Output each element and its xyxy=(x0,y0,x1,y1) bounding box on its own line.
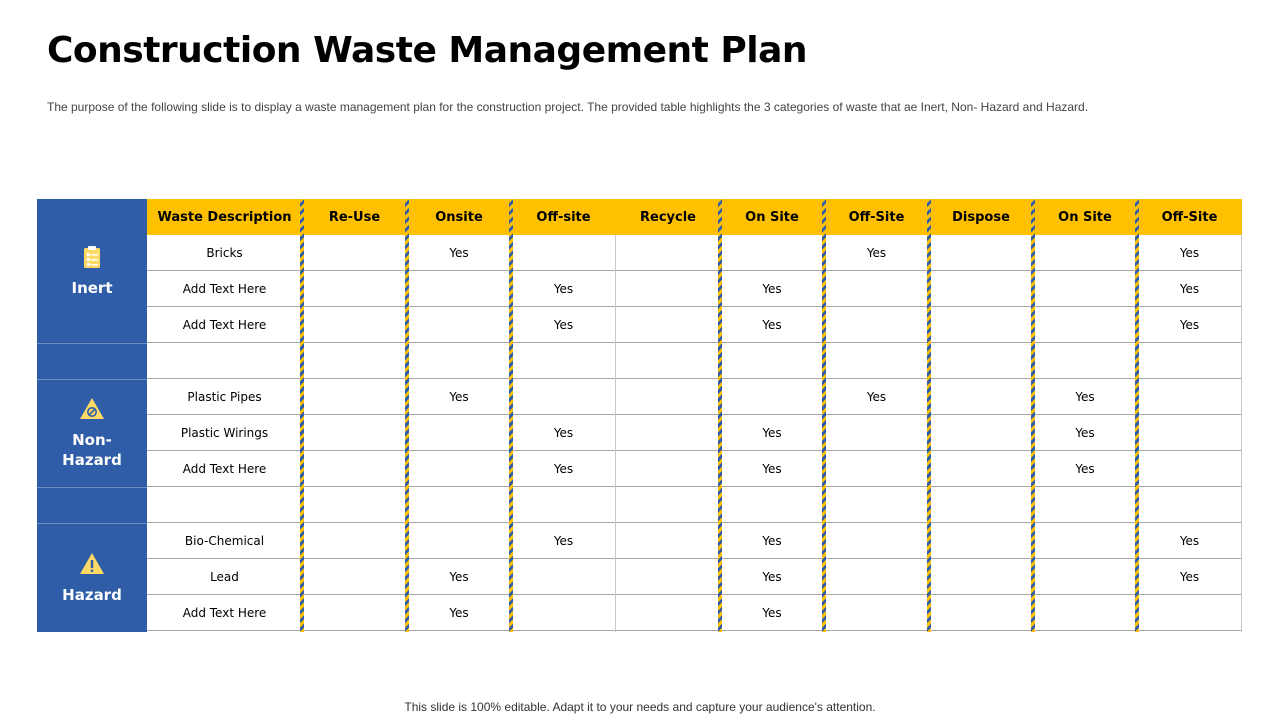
table-cell: Yes xyxy=(1179,246,1200,260)
category-hazard xyxy=(37,523,147,632)
category-label: Hazard xyxy=(62,585,122,604)
table-cell xyxy=(302,379,407,415)
table-cell xyxy=(511,487,616,523)
table-cell: Yes xyxy=(449,246,469,260)
table-cell: Yes xyxy=(762,606,782,620)
table-cell xyxy=(407,451,511,487)
category-inert xyxy=(37,199,147,343)
page-subtitle: The purpose of the following slide is to display a waste management plan for the construction project. The provided table highlights the 3 categories of waste that ae Inert, Non- Hazard and Hazard. xyxy=(47,100,1089,114)
table-cell: Yes xyxy=(762,570,782,584)
table-cell xyxy=(616,343,720,379)
table-cell xyxy=(720,235,824,271)
waste-description-cell: Bricks xyxy=(206,246,243,260)
table-cell xyxy=(616,595,720,631)
table-cell: Yes xyxy=(449,390,469,404)
table-cell xyxy=(929,271,1033,307)
footer-note: This slide is 100% editable. Adapt it to your needs and capture your audience's attention. xyxy=(404,700,876,714)
category-label-line: Non- Hazard xyxy=(62,431,122,469)
table-cell: Yes xyxy=(762,426,782,440)
table-cell xyxy=(616,415,720,451)
table-cell xyxy=(929,451,1033,487)
waste-description-cell: Plastic Pipes xyxy=(187,390,262,404)
column-header: On Site xyxy=(745,209,799,225)
column-divider xyxy=(1241,235,1242,632)
waste-description-cell: Add Text Here xyxy=(182,606,267,620)
table-cell xyxy=(302,307,407,343)
waste-description-cell: Bio-Chemical xyxy=(184,534,265,548)
table-cell xyxy=(824,559,929,595)
column-header: Off-Site xyxy=(1161,209,1218,225)
column-header: Onsite xyxy=(435,209,483,225)
table-cell xyxy=(1033,523,1137,559)
table-cell xyxy=(511,559,616,595)
table-cell xyxy=(302,451,407,487)
table-cell: Yes xyxy=(1179,534,1200,548)
table-cell xyxy=(929,307,1033,343)
hazard-stripe-divider xyxy=(1135,199,1139,632)
table-cell xyxy=(1033,595,1137,631)
column-divider xyxy=(615,235,616,632)
table-cell: Yes xyxy=(762,462,782,476)
table-cell xyxy=(1033,307,1137,343)
table-cell xyxy=(302,595,407,631)
table-cell xyxy=(824,523,929,559)
category-column xyxy=(37,199,147,632)
table-cell xyxy=(1137,343,1242,379)
table-cell: Yes xyxy=(449,606,469,620)
table-cell xyxy=(1033,235,1137,271)
table-cell: Yes xyxy=(1179,318,1200,332)
table-cell: Yes xyxy=(449,570,469,584)
table-cell xyxy=(824,271,929,307)
category-label: Inert xyxy=(71,279,113,297)
waste-description-cell: Plastic Wirings xyxy=(180,426,269,440)
table-cell xyxy=(407,487,511,523)
table-cell xyxy=(929,415,1033,451)
table-cell xyxy=(407,415,511,451)
table-cell xyxy=(824,595,929,631)
table-cell xyxy=(407,523,511,559)
column-header: Dispose xyxy=(952,209,1010,225)
hazard-stripe-divider xyxy=(718,199,722,632)
table-cell xyxy=(511,595,616,631)
table-cell: Yes xyxy=(1179,570,1200,584)
table-cell xyxy=(407,271,511,307)
table-cell xyxy=(1137,415,1242,451)
table-cell xyxy=(511,235,616,271)
table-header-row xyxy=(147,199,1242,235)
hazard-stripe-divider xyxy=(927,199,931,632)
hazard-stripe-divider xyxy=(822,199,826,632)
row-divider xyxy=(147,630,1242,631)
column-header: On Site xyxy=(1058,209,1112,225)
table-cell xyxy=(929,523,1033,559)
clipboard-checklist-icon xyxy=(79,244,105,270)
table-cell: Yes xyxy=(866,246,887,260)
table-cell xyxy=(302,235,407,271)
table-cell: Yes xyxy=(1075,462,1095,476)
table-cell xyxy=(720,487,824,523)
table-cell xyxy=(824,451,929,487)
table-cell xyxy=(616,523,720,559)
table-cell xyxy=(720,379,824,415)
table-cell xyxy=(616,307,720,343)
waste-description-cell: Add Text Here xyxy=(182,318,267,332)
column-header: Waste Description xyxy=(157,209,292,225)
column-header: Off-site xyxy=(536,209,591,225)
table-cell xyxy=(511,379,616,415)
table-cell xyxy=(616,451,720,487)
table-cell xyxy=(1137,487,1242,523)
table-cell xyxy=(1033,559,1137,595)
waste-description-cell: Add Text Here xyxy=(182,462,267,476)
table-cell xyxy=(616,235,720,271)
category-non-hazard xyxy=(37,379,147,487)
table-cell: Yes xyxy=(553,426,574,440)
table-cell xyxy=(1137,451,1242,487)
prohibited-warning-icon xyxy=(79,396,105,422)
table-cell xyxy=(720,343,824,379)
table-cell: Yes xyxy=(1179,282,1200,296)
hazard-stripe-divider xyxy=(1031,199,1035,632)
table-cell xyxy=(929,559,1033,595)
table-cell: Yes xyxy=(553,462,574,476)
table-cell: Yes xyxy=(553,282,574,296)
hazard-stripe-divider xyxy=(509,199,513,632)
table-cell xyxy=(616,559,720,595)
waste-management-table xyxy=(37,199,1242,632)
table-cell xyxy=(1033,343,1137,379)
table-cell xyxy=(824,415,929,451)
page-title: Construction Waste Management Plan xyxy=(47,30,808,71)
table-cell xyxy=(302,487,407,523)
hazard-stripe-divider xyxy=(405,199,409,632)
table-cell: Yes xyxy=(866,390,887,404)
table-cell xyxy=(929,379,1033,415)
table-cell xyxy=(302,523,407,559)
table-cell xyxy=(824,487,929,523)
table-cell: Yes xyxy=(762,318,782,332)
column-header: Recycle xyxy=(640,209,696,225)
table-cell xyxy=(616,379,720,415)
table-cell xyxy=(1033,487,1137,523)
table-cell: Yes xyxy=(553,534,574,548)
table-cell xyxy=(824,343,929,379)
table-cell xyxy=(1137,379,1242,415)
category-divider xyxy=(37,487,147,488)
table-cell xyxy=(929,595,1033,631)
table-cell xyxy=(929,235,1033,271)
waste-description-cell: Lead xyxy=(210,570,239,584)
table-cell xyxy=(407,343,511,379)
category-divider xyxy=(37,343,147,344)
table-cell xyxy=(824,307,929,343)
table-cell xyxy=(407,307,511,343)
category-label xyxy=(62,430,122,470)
table-cell xyxy=(302,415,407,451)
table-cell xyxy=(1137,595,1242,631)
table-cell: Yes xyxy=(1075,390,1095,404)
exclamation-warning-icon xyxy=(79,551,105,577)
column-header: Re-Use xyxy=(328,209,381,225)
table-cell: Yes xyxy=(1075,426,1095,440)
waste-description-cell xyxy=(147,487,302,523)
column-header: Off-Site xyxy=(848,209,905,225)
table-cell xyxy=(929,487,1033,523)
table-cell xyxy=(616,271,720,307)
table-cell: Yes xyxy=(762,534,782,548)
table-cell xyxy=(302,343,407,379)
table-cell: Yes xyxy=(762,282,782,296)
waste-description-cell xyxy=(147,343,302,379)
table-cell: Yes xyxy=(553,318,574,332)
table-cell xyxy=(616,487,720,523)
table-cell xyxy=(1033,271,1137,307)
table-cell xyxy=(302,271,407,307)
hazard-stripe-divider xyxy=(300,199,304,632)
table-cell xyxy=(302,559,407,595)
waste-description-cell: Add Text Here xyxy=(182,282,267,296)
table-cell xyxy=(929,343,1033,379)
table-cell xyxy=(511,343,616,379)
